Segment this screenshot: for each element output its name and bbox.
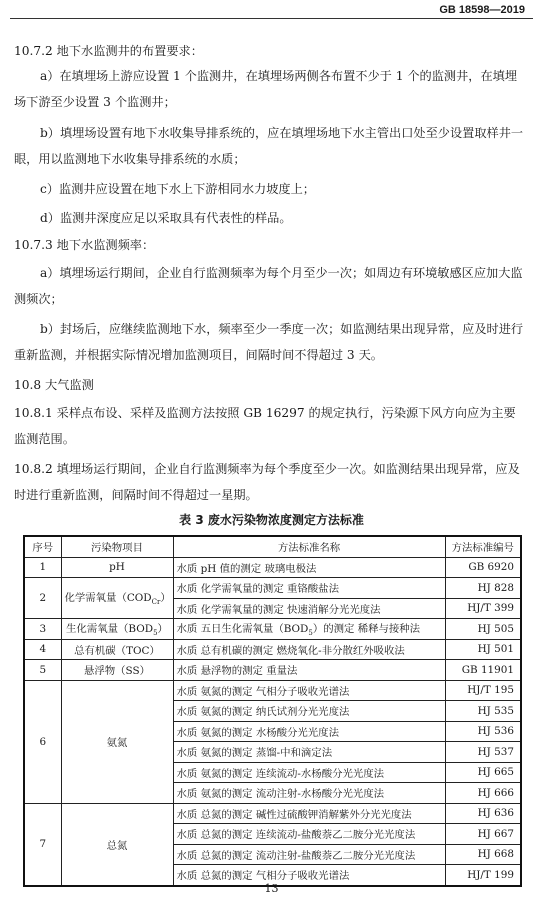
page-number: 13 <box>264 882 279 895</box>
row-code: HJ 636 <box>445 803 521 824</box>
row-method: 水质 氨氮的测定 气相分子吸收光谱法 <box>173 680 445 701</box>
standard-code: GB 18598—2019 <box>439 4 525 16</box>
col-header-item: 污染物项目 <box>61 536 173 557</box>
row-method: 水质 氨氮的测定 蒸馏-中和滴定法 <box>173 742 445 763</box>
row-code: HJ/T 195 <box>445 680 521 701</box>
row-code: HJ/T 199 <box>445 865 521 886</box>
row-no: 5 <box>24 660 61 681</box>
row-method: 水质 氨氮的测定 水杨酸分光光度法 <box>173 721 445 742</box>
row-item: 总有机碳（TOC） <box>61 639 173 660</box>
row-method: 水质 五日生化需氧量$(BOD_5)$的测定 稀释与接种法 <box>173 619 445 640</box>
clause-10-8-2: 10.8.2 填埋场运行期间，企业自行监测频率为每个季度至少一次。如监测结果出现异常，应及时进行重新监测，间隔时间不得超过一星期。 <box>14 462 520 502</box>
row-method: 水质 氨氮的测定 连续流动-水杨酸分光光度法 <box>173 762 445 783</box>
clause-10-7-3: 10.7.3 地下水监测频率： <box>14 238 155 252</box>
row-code: HJ 828 <box>445 578 521 599</box>
clause-10-7-2-d: d）监测井深度应足以采取具有代表性的样品。 <box>40 211 292 225</box>
row-code: HJ 537 <box>445 742 521 763</box>
row-code: GB 6920 <box>445 557 521 578</box>
row-code: HJ/T 399 <box>445 598 521 619</box>
clause-10-7-2-b: b）填埋场设置有地下水收集导排系统的，应在填埋场地下水主管出口处至少设置取样井一眼，用以监测地下水收集导排系统的水质； <box>14 126 524 166</box>
table-caption: 表 3 废水污染物浓度测定方法标准 <box>179 513 364 527</box>
row-method: 水质 化学需氧量的测定 快速消解分光光度法 <box>173 598 445 619</box>
row-no: 6 <box>24 680 61 803</box>
row-item: pH <box>61 557 173 578</box>
row-code: HJ 665 <box>445 762 521 783</box>
row-item: 化学需氧量$(COD_{Cr})$ <box>61 578 173 619</box>
row-code: HJ 668 <box>445 844 521 865</box>
row-item: 悬浮物（SS） <box>61 660 173 681</box>
clause-10-7-2: 10.7.2 地下水监测井的布置要求： <box>14 44 203 58</box>
row-method: 水质 化学需氧量的测定 重铬酸盐法 <box>173 578 445 599</box>
row-item: 生化需氧量$(BOD_5)$ <box>61 619 173 640</box>
table-row <box>24 680 521 701</box>
clause-10-8-1: 10.8.1 采样点布设、采样及监测方法按照 GB 16297 的规定执行，污染源下风方向应为主要监测范围。 <box>14 406 516 446</box>
col-header-no: 序号 <box>24 536 61 557</box>
table-row <box>24 619 521 640</box>
row-method: 水质 总氮的测定 连续流动-盐酸萘乙二胺分光光度法 <box>173 824 445 845</box>
row-method: 水质 氨氮的测定 纳氏试剂分光光度法 <box>173 701 445 722</box>
clause-10-7-2-a: a）在填埋场上游应设置 1 个监测井，在填埋场两侧各布置不少于 1 个的监测井，在填埋场下游至少设置 3 个监测井； <box>14 69 518 109</box>
table-row <box>24 803 521 824</box>
table-row <box>24 660 521 681</box>
row-method: 水质 pH 值的测定 玻璃电极法 <box>173 557 445 578</box>
row-method: 水质 总氮的测定 流动注射-盐酸萘乙二胺分光光度法 <box>173 844 445 865</box>
row-item: 氨氮 <box>61 680 173 803</box>
row-no: 1 <box>24 557 61 578</box>
row-method: 水质 氨氮的测定 流动注射-水杨酸分光光度法 <box>173 783 445 804</box>
col-header-method: 方法标准名称 <box>173 536 445 557</box>
header-rule <box>10 18 533 19</box>
clause-10-7-2-c: c）监测井应设置在地下水上下游相同水力坡度上； <box>40 182 315 196</box>
row-code: GB 11901 <box>445 660 521 681</box>
row-code: HJ 535 <box>445 701 521 722</box>
row-code: HJ 536 <box>445 721 521 742</box>
row-no: 7 <box>24 803 61 886</box>
clause-10-7-3-a: a）填埋场运行期间，企业自行监测频率为每个月至少一次；如周边有环境敏感区应加大监测频次； <box>14 266 523 306</box>
row-method: 水质 总有机碳的测定 燃烧氧化-非分散红外吸收法 <box>173 639 445 660</box>
clause-10-8: 10.8 大气监测 <box>14 378 94 392</box>
row-method: 水质 总氮的测定 气相分子吸收光谱法 <box>173 865 445 886</box>
row-method: 水质 悬浮物的测定 重量法 <box>173 660 445 681</box>
row-no: 4 <box>24 639 61 660</box>
row-no: 3 <box>24 619 61 640</box>
row-code: HJ 501 <box>445 639 521 660</box>
table-row <box>24 557 521 578</box>
row-code: HJ 505 <box>445 619 521 640</box>
table-header-row <box>24 536 521 557</box>
table-row <box>24 578 521 599</box>
col-header-code: 方法标准编号 <box>445 536 521 557</box>
row-no: 2 <box>24 578 61 619</box>
row-code: HJ 666 <box>445 783 521 804</box>
method-standards-table <box>23 535 522 887</box>
row-code: HJ 667 <box>445 824 521 845</box>
row-method: 水质 总氮的测定 碱性过硫酸钾消解紫外分光光度法 <box>173 803 445 824</box>
clause-10-7-3-b: b）封场后，应继续监测地下水，频率至少一季度一次；如监测结果出现异常，应及时进行重新监测，并根据实际情况增加监测项目，间隔时间不得超过 3 天。 <box>14 322 524 362</box>
row-item: 总氮 <box>61 803 173 886</box>
table-row <box>24 639 521 660</box>
